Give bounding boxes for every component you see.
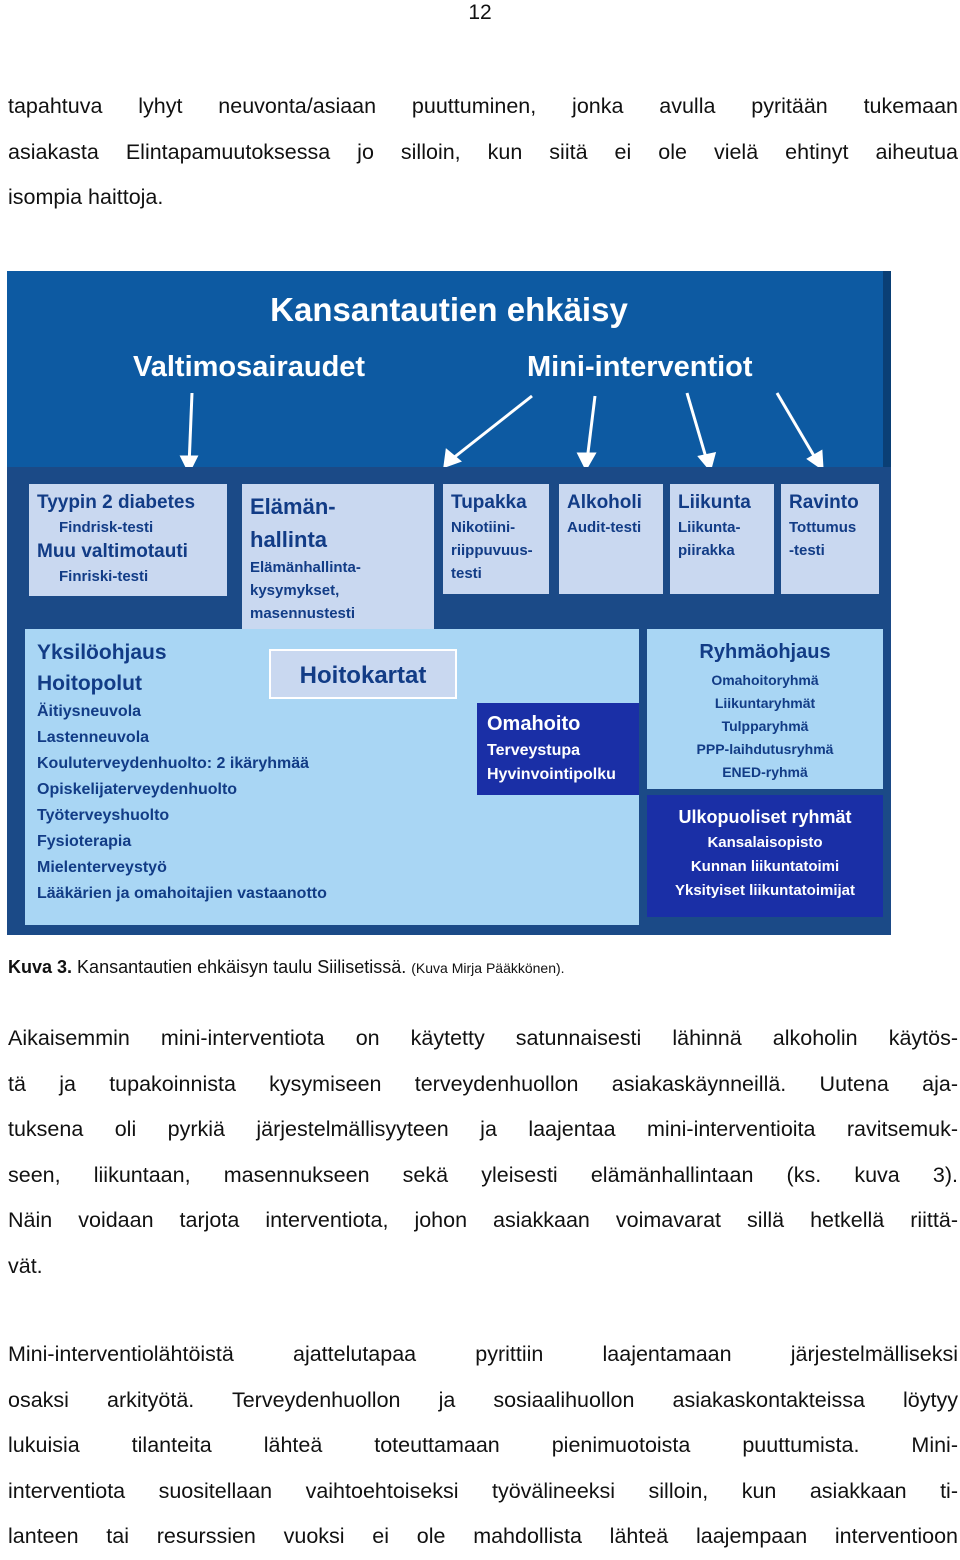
box-title: Ravinto (789, 492, 859, 513)
caption-label: Kuva 3. (8, 957, 73, 977)
box-omahoito (477, 703, 639, 795)
text-line: tuksena oli pyrkiä järjestelmällisyyteen ja laajentaa mini-interventioita ravitsemuk- (8, 1117, 958, 1141)
arrow-line (687, 393, 707, 461)
arrow-line (777, 393, 817, 461)
text-line: Mini-interventiolähtöistä ajattelutapaa pyrittiin laajentamaan järjestelmälliseksi (8, 1342, 958, 1366)
arrow-head (809, 452, 822, 468)
text-line: seen, liikuntaan, masennukseen sekä yleisesti elämänhallintaan (ks. kuva 3). (8, 1162, 958, 1187)
hoitokartat-box: Hoitokartat (269, 649, 457, 699)
box-title: Yksilöohjaus (37, 641, 167, 664)
box-diabetes (29, 484, 227, 596)
text-line: asiakasta Elintapamuutoksessa jo silloin, kun siitä ei ole vielä ehtinyt aiheutua (8, 139, 958, 164)
box-item: Tyypin 2 diabetes (37, 492, 196, 513)
box-item: PPP-laihdutusryhmä (696, 741, 834, 757)
box-item: Omahoitoryhmä (711, 672, 819, 688)
text-line: Näin voidaan tarjota interventiota, johon asiakkaan voimavarat sillä hetkellä riittä- (8, 1208, 958, 1232)
caption-text: Kansantautien ehkäisyn taulu Siilisetissä. (77, 957, 407, 977)
box-item: Nikotiini- (451, 519, 516, 536)
text-line: tapahtuva lyhyt neuvonta/asiaan puuttuminen, jonka avulla pyritään tukemaan (8, 94, 958, 118)
box-item: Hyvinvointipolku (487, 766, 616, 783)
box-item: Lastenneuvola (37, 729, 150, 746)
box-item: Lääkärien ja omahoitajien vastaanotto (37, 885, 327, 902)
box-item: Terveystupa (487, 742, 581, 759)
box-ryhmaohjaus (647, 629, 883, 789)
box-item: Kouluterveydenhuolto: 2 ikäryhmää (37, 755, 310, 772)
box-title: hallinta (250, 527, 328, 552)
box-item: Fysioterapia (37, 833, 132, 850)
text-line: lanteen tai resurssien vuoksi ei ole mahdollista lähteä laajempaan interventioon (8, 1524, 958, 1548)
text-line: lukuisia tilanteita lähteä toteuttamaan pienimuotoista puuttumista. Mini- (8, 1433, 958, 1457)
box-item: testi (451, 565, 482, 582)
box-item: Tottumus (789, 519, 857, 536)
box-item: Työterveyshuolto (37, 807, 170, 824)
box-ravinto (781, 484, 879, 594)
box-title: Ulkopuoliset ryhmät (678, 807, 852, 827)
box-tupakka (443, 484, 549, 594)
arrow-head (579, 454, 594, 468)
figure-right-heading: Mini-interventiot (527, 351, 753, 383)
box-item: Finriski-testi (59, 568, 149, 585)
figure-title: Kansantautien ehkäisy (270, 291, 628, 328)
box-item: Muu valtimotauti (37, 541, 188, 562)
right-edge-shade (883, 271, 891, 467)
arrow-line (587, 396, 595, 461)
box-liikunta (670, 484, 774, 594)
paragraph-2 (8, 1332, 958, 1560)
text-line: osaksi arkityötä. Terveydenhuollon ja sosiaalihuollon asiakaskontakteissa löytyy (8, 1387, 958, 1412)
box-item: ENED-ryhmä (722, 764, 808, 780)
intro-paragraph (8, 84, 958, 221)
arrow-head (700, 454, 714, 469)
box-item: masennustesti (250, 605, 356, 622)
box-item: Liikuntaryhmät (714, 695, 816, 711)
box-title: Liikunta (678, 492, 751, 513)
figure-caption (8, 955, 565, 980)
figure-kansantautien-ehkaisy (7, 271, 891, 935)
box-item: Kunnan liikuntatoimi (690, 858, 840, 875)
box-item: Findrisk-testi (59, 519, 154, 536)
box-item: Kansalaisopisto (707, 834, 823, 851)
arrow-line (189, 393, 192, 466)
page-number: 12 (468, 1, 492, 24)
box-item: Opiskelijaterveydenhuolto (37, 781, 238, 798)
figure-left-heading: Valtimosairaudet (133, 351, 366, 383)
text-line: interventiota suositellaan vaihtoehtoiseksi työvälineeksi silloin, kun asiakkaan ti- (8, 1478, 958, 1503)
box-title: Ryhmäohjaus (699, 641, 831, 663)
box-item: Tulpparyhmä (721, 718, 809, 734)
arrow-line (452, 396, 532, 459)
box-title: Omahoito (487, 713, 581, 735)
box-elamanhallinta (242, 484, 434, 632)
box-item: Liikunta- (678, 519, 741, 536)
box-item: Mielenterveystyö (37, 859, 167, 876)
box-item: Elämänhallinta- (250, 559, 361, 576)
box-item: Yksityiset liikuntatoimijat (674, 882, 856, 899)
paragraph-1 (8, 1016, 958, 1289)
box-title: Elämän- (250, 494, 336, 519)
text-line: isompia haittoja. (8, 185, 164, 209)
box-alkoholi (559, 484, 663, 594)
box-item: Audit-testi (567, 519, 642, 536)
box-item: Äitiysneuvola (37, 703, 142, 720)
box-item: kysymykset, (250, 582, 340, 599)
box-item: -testi (789, 542, 825, 559)
text-line: Aikaisemmin mini-interventiota on käytetty satunnaisesti lähinnä alkoholin käytös- (8, 1026, 958, 1050)
box-item: piirakka (678, 542, 735, 559)
box-item: riippuvuus- (451, 542, 533, 559)
box-ulkopuoliset (647, 795, 883, 917)
box-title: Tupakka (451, 492, 527, 513)
box-title: Alkoholi (567, 492, 642, 513)
box-title: Hoitopolut (37, 672, 142, 695)
text-line: tä ja tupakoinnista kysymiseen terveydenhuollon asiakaskäynneillä. Uutena aja- (8, 1071, 958, 1096)
text-line: vät. (8, 1253, 43, 1278)
caption-credit: (Kuva Mirja Pääkkönen). (411, 960, 565, 976)
